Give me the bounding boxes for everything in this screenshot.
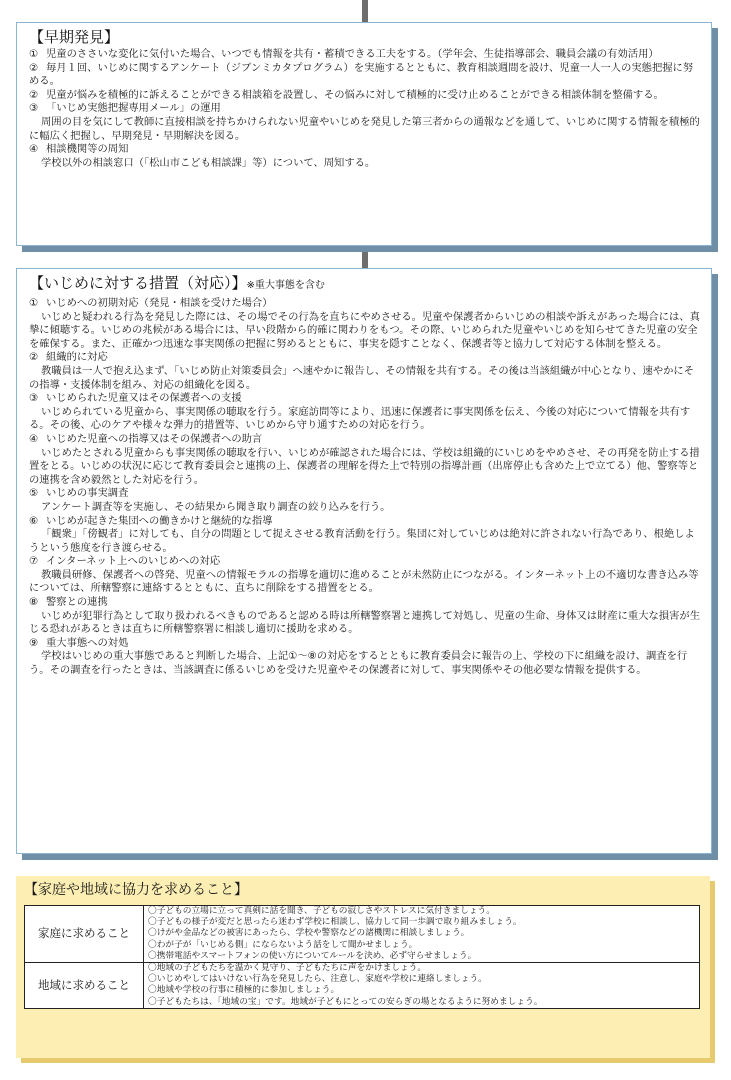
measures-title-note: ※重大事態を含む bbox=[246, 280, 325, 291]
item-text: いじめられている児童から、事実関係の聴取を行う。家庭訪問等により、迅速に保護者に事実関係を伝え、今後の対応について情報を共有する。その後、心のケアや様々な弾力的措置等、いじめから守り通すための対応を行う。 bbox=[29, 405, 691, 432]
request-line: 〇けがや金品などの被害にあったら、学校や警察などの諸機関に相談しましょう。 bbox=[148, 928, 470, 939]
request-line: 〇子どもの立場に立って真剣に話を聞き、子どもの寂しさやストレスに気付きましょう。 bbox=[148, 906, 495, 916]
measures-list bbox=[29, 297, 701, 678]
list-item bbox=[29, 433, 701, 487]
item-text: 学校以外の相談窓口（「松山市こども相談課」等）について、周知する。 bbox=[41, 156, 376, 169]
request-line: 〇携帯電話やスマートフォンの使い方についてルールを決め、必ず守らせましょう。 bbox=[148, 950, 477, 961]
measures-title-text: 【いじめに対する措置（対応）】 bbox=[29, 274, 247, 292]
item-heading: 警察との連携 bbox=[46, 596, 108, 609]
item-heading: いじめられた児童又はその保護者への支援 bbox=[46, 392, 242, 405]
item-text: いじめたとされる児童からも事実関係の聴取を行い、いじめが確認された場合には、学校は組織的にいじめをやめさせ、その再発を防止する措置をとる。いじめの状況に応じて教育委員会と連携の上、保護者の理解を得た上で特別の指導計画（出席停止も含めた上で立てる）他、警察等との連携を含め毅然とした対応を行う。 bbox=[29, 446, 700, 486]
row-label: 家庭に求めること bbox=[25, 906, 144, 963]
request-line: 〇地域の子どもたちを温かく見守り、子どもたちに声をかけましょう。 bbox=[148, 963, 426, 974]
top-connector-bar bbox=[362, 0, 368, 22]
request-line: 〇子どもたちは、「地域の宝」です。地域が子どもにとっての安らぎの場となるように努めましょう。 bbox=[148, 996, 543, 1007]
list-item bbox=[29, 89, 701, 103]
list-item bbox=[29, 48, 701, 62]
measures-title bbox=[29, 273, 701, 296]
list-item bbox=[29, 555, 701, 596]
cooperation-table bbox=[24, 905, 700, 1009]
item-text: いじめが犯罪行為として取り扱われるべきものであると認める時は所轄警察署と連携して対処し、児童の生命、身体又は財産に重大な損害が生じる恐れがあるときは直ちに所轄警察署に相談し適切に援助を求める。 bbox=[29, 609, 700, 636]
item-heading: いじめの事実調査 bbox=[46, 487, 129, 500]
item-heading: 「いじめ実態把握専用メール」の運用 bbox=[46, 102, 221, 115]
list-item bbox=[29, 297, 701, 351]
item-heading: 重大事態への対処 bbox=[46, 636, 129, 649]
item-heading: 組織的に対応 bbox=[46, 351, 108, 364]
item-text: 児童のささいな変化に気付いた場合、いつでも情報を共有・蓄積できる工夫をする。（学年会、生徒指導部会、職員会議の有効活用） bbox=[46, 48, 659, 60]
item-text: 毎月１回、いじめに関するアンケート（ジブンミカタプログラム）を実施するとともに、教育相談週間を設け、児童一人一人の実態把握に努める。 bbox=[29, 61, 694, 88]
list-item bbox=[29, 62, 701, 89]
list-item bbox=[29, 392, 701, 433]
item-number: ① bbox=[29, 48, 39, 60]
request-line: 〇子どもの様子が変だと思ったら迷わず学校に相談し、協力して同一歩調で取り組みましょう。 bbox=[148, 917, 522, 928]
list-item bbox=[29, 596, 701, 637]
item-number: ⑨ bbox=[29, 636, 39, 649]
request-line: 〇わが子が「いじめる側」にならないよう話をして聞かせましょう。 bbox=[148, 939, 418, 950]
request-line: 〇いじめやしてはいけない行為を発見したら、注意し、家庭や学校に連絡しましょう。 bbox=[148, 974, 487, 985]
cooperation-section bbox=[16, 876, 710, 1058]
item-number: ⑧ bbox=[29, 596, 39, 609]
item-heading: いじめへの初期対応（発見・相談を受けた場合） bbox=[46, 297, 273, 309]
item-heading: インターネット上へのいじめへの対応 bbox=[46, 555, 221, 568]
item-text: アンケート調査等を実施し、その結果から聞き取り調査の絞り込みを行う。 bbox=[41, 500, 391, 513]
early-detection-title: 【早期発見】 bbox=[29, 28, 120, 46]
list-item bbox=[29, 102, 701, 143]
item-text: 教職員は一人で抱え込まず、「いじめ防止対策委員会」へ速やかに報告し、その情報を共有する。その後は当該組織が中心となり、速やかにその指導・支援体制を組み、対応の組織化を図る。 bbox=[29, 364, 695, 391]
item-number: ③ bbox=[29, 102, 39, 115]
row-lines bbox=[144, 963, 700, 1009]
item-text: 教職員研修、保護者への啓発、児童への情報モラルの指導を適切に進めることが未然防止につながる。インターネット上の不適切な書き込み等については、所轄警察に連絡するとともに、直ちに削除をする措置をとる。 bbox=[29, 568, 699, 595]
table-row bbox=[25, 963, 700, 1009]
item-heading: いじめた児童への指導又はその保護者への助言 bbox=[46, 432, 263, 445]
item-number: ⑦ bbox=[29, 555, 39, 568]
item-text: 周囲の目を気にして教師に直接相談を持ちかけられない児童やいじめを発見した第三者からの通報などを通して、いじめに関する情報を積極的に幅広く把握し、早期発見・早期解決を図る。 bbox=[29, 115, 700, 142]
item-number: ① bbox=[29, 297, 39, 309]
list-item bbox=[29, 637, 701, 678]
item-number: ② bbox=[29, 88, 39, 101]
item-text: 児童が悩みを積極的に訴えることができる相談箱を設置し、その悩みに対して積極的に受け止めることができる相談体制を整備する。 bbox=[46, 88, 664, 101]
table-row bbox=[25, 906, 700, 963]
measures-panel bbox=[16, 268, 712, 854]
item-number: ⑥ bbox=[29, 514, 39, 527]
item-heading: いじめが起きた集団への働きかけと継続的な指導 bbox=[46, 514, 273, 527]
item-number: ④ bbox=[29, 432, 39, 445]
row-label: 地域に求めること bbox=[25, 963, 144, 1009]
cooperation-title: 【家庭や地域に協力を求めること】 bbox=[24, 882, 248, 898]
list-item bbox=[29, 487, 701, 514]
list-item bbox=[29, 515, 701, 556]
list-item bbox=[29, 143, 701, 170]
item-number: ⑤ bbox=[29, 487, 39, 500]
list-item bbox=[29, 351, 701, 392]
item-number: ③ bbox=[29, 392, 39, 405]
row-lines bbox=[144, 906, 700, 963]
item-number: ② bbox=[29, 61, 39, 74]
request-line: 〇地域や学校の行事に積極的に参加しましょう。 bbox=[148, 985, 340, 996]
item-text: 学校はいじめの重大事態であると判断した場合、上記①～⑧の対応をするとともに教育委員会に報告の上、学校の下に組織を設け、調査を行う。その調査を行ったときは、当該調査に係るいじめを受けた児童やその保護者に対して、事実関係やその他必要な情報を提供する。 bbox=[29, 650, 688, 677]
item-number: ④ bbox=[29, 143, 39, 156]
middle-connector-bar bbox=[362, 246, 368, 268]
item-heading: 相談機関等の周知 bbox=[46, 143, 129, 156]
item-text: いじめと疑われる行為を発見した際には、その場でその行為を直ちにやめさせる。児童や保護者からいじめの相談や訴えがあった場合には、真摯に傾聴する。いじめの兆候がある場合には、早い段階から的確に関わりをもつ。その際、いじめられた児童やいじめを知らせてきた児童の安全を確保する。また、正確かつ迅速な事実関係の把握に努めるとともに、事実を隠すことなく、保護者等と協力して対応する体制を整える。 bbox=[29, 310, 700, 350]
item-text: 「観衆」「傍観者」に対しても、自分の問題として捉えさせる教育活動を行う。集団に対していじめは絶対に許されない行為であり、根絶しようという態度を行き渡らせる。 bbox=[29, 528, 695, 554]
early-detection-panel bbox=[16, 22, 712, 246]
item-number: ② bbox=[29, 351, 39, 364]
early-detection-list bbox=[29, 48, 701, 170]
